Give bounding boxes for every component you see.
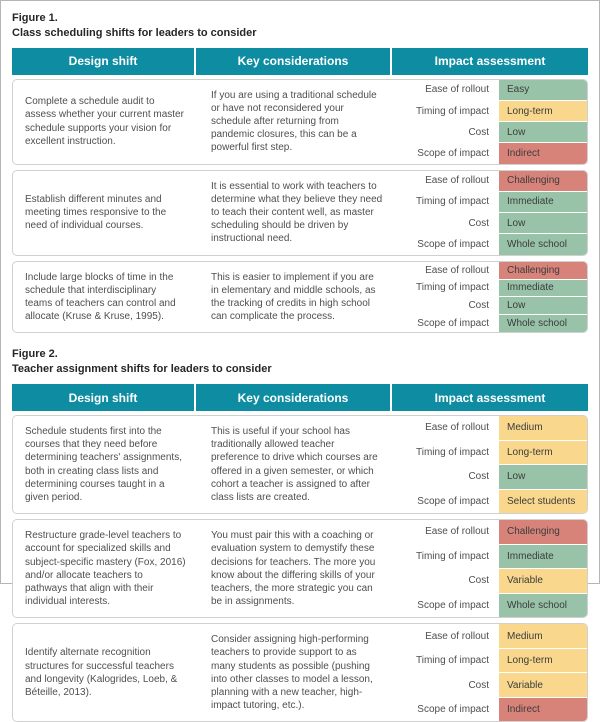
impact-label: Timing of impact [416,196,489,208]
impact-value-badge: Medium [499,416,587,440]
impact-line [393,171,587,191]
impact-line [393,673,587,697]
key-considerations-cell: You must pair this with a coaching or evaluation system to demystify these decisions for teachers. The more you know about the differing skills of your teachers, the more strategic you can be in assignments. [211,530,376,608]
impact-value-badge: Long-term [499,649,587,673]
impact-line [393,698,587,722]
column-header-impact-assessment: Impact assessment [392,384,588,411]
key-considerations-cell: This is useful if your school has traditionally allowed teacher preference to drive which courses are offered in a given semester, or which cohort a teacher is assigned to after class lists are created. [211,426,378,503]
impact-label: Cost [468,575,489,587]
impact-value-badge: Challenging [499,520,587,544]
impact-label: Scope of impact [417,318,489,330]
impact-assessment-cell [393,520,587,617]
impact-value-badge: Long-term [499,101,587,121]
design-shift-cell: Restructure grade-level teachers to account for specialized skills and subject-specific mastery (Fox, 2016) and/or allocate teachers to pathways that align with their individual interests. [25,530,186,608]
impact-value-badge: Indirect [499,143,587,163]
key-considerations-cell: This is easier to implement if you are in elementary and middle schools, as the tracking of credits in high school can complicate the process. [211,271,376,323]
impact-label: Ease of rollout [425,175,489,187]
impact-line [393,520,587,544]
impact-line [393,594,587,618]
impact-value-badge: Low [499,297,587,314]
column-header-key-considerations: Key considerations [196,384,390,411]
impact-line [393,441,587,465]
impact-value-badge: Medium [499,624,587,648]
figure-1 [12,11,588,333]
impact-assessment-cell [393,624,587,721]
impact-line [393,143,587,163]
impact-line [393,122,587,142]
table-row [12,519,588,618]
impact-line [393,649,587,673]
table-row [12,79,588,165]
impact-label: Scope of impact [417,704,489,716]
table-row [12,623,588,722]
impact-value-badge: Low [499,213,587,233]
key-considerations-cell: If you are using a traditional schedule or have not reconsidered your schedule after returning from pandemic closures, this can be a powerful first step. [211,89,377,154]
impact-label: Ease of rollout [425,422,489,434]
impact-value-badge: Low [499,122,587,142]
impact-value-badge: Easy [499,80,587,100]
impact-line [393,262,587,279]
impact-value-badge: Whole school [499,594,587,618]
column-header-key-considerations: Key considerations [196,48,390,75]
impact-label: Timing of impact [416,105,489,117]
impact-value-badge: Variable [499,673,587,697]
figure-2-table-header [12,384,588,411]
table-row [12,170,588,256]
figure-2-table-body [12,415,588,722]
impact-label: Scope of impact [417,148,489,159]
key-considerations-cell: Consider assigning high-performing teachers to provide support to as many students as possible (pushing into other classes to model a lesson, planning with a new teacher, high-impact tutoring, etc.). [211,634,373,712]
impact-line [393,101,587,121]
impact-value-badge: Immediate [499,192,587,212]
impact-line [393,315,587,332]
impact-label: Timing of impact [416,446,489,458]
impact-label: Cost [468,300,489,312]
column-header-design-shift: Design shift [12,384,194,411]
figure-2 [12,347,588,722]
impact-line [393,80,587,100]
impact-value-badge: Long-term [499,441,587,465]
impact-label: Ease of rollout [425,526,489,538]
impact-value-badge: Indirect [499,698,587,722]
figure-2-title: Teacher assignment shifts for leaders to consider [12,363,272,376]
impact-value-badge: Low [499,465,587,489]
impact-line [393,192,587,212]
impact-value-badge: Challenging [499,262,587,279]
figure-1-table-body [12,79,588,334]
figure-1-table-header [12,48,588,75]
impact-assessment-cell [393,416,587,513]
design-shift-cell: Establish different minutes and meeting times responsive to the need of individual courses. [25,193,167,232]
impact-label: Timing of impact [416,282,489,294]
impact-value-badge: Whole school [499,315,587,332]
impact-assessment-cell [393,80,587,164]
impact-line [393,545,587,569]
impact-line [393,569,587,593]
impact-label: Timing of impact [416,655,489,667]
impact-line [393,416,587,440]
figure-1-label: Figure 1. [12,12,58,24]
design-shift-cell: Include large blocks of time in the schedule that interdisciplinary teams of teachers can control and allocate (Kruse & Kruse, 1995). [25,271,176,323]
impact-label: Cost [468,679,489,691]
impact-line [393,624,587,648]
impact-line [393,297,587,314]
impact-assessment-cell [393,262,587,333]
design-shift-cell: Schedule students first into the courses that they need before determining teachers' assignments, both in creating class lists and determining courses taught in a given period. [25,426,182,503]
impact-line [393,213,587,233]
impact-value-badge: Whole school [499,234,587,254]
design-shift-cell: Complete a schedule audit to assess whether your current master schedule supports your vision for excellent instruction. [25,96,184,147]
impact-label: Scope of impact [417,238,489,250]
figure-2-label: Figure 2. [12,348,58,361]
impact-label: Cost [468,217,489,229]
impact-label: Cost [468,471,489,483]
impact-value-badge: Immediate [499,280,587,297]
column-header-design-shift: Design shift [12,48,194,75]
impact-line [393,280,587,297]
column-header-impact-assessment: Impact assessment [392,48,588,75]
impact-label: Ease of rollout [425,84,489,96]
impact-assessment-cell [393,171,587,255]
impact-label: Timing of impact [416,550,489,562]
impact-value-badge: Select students [499,490,587,514]
impact-label: Scope of impact [417,599,489,611]
impact-value-badge: Immediate [499,545,587,569]
table-row [12,261,588,334]
impact-value-badge: Variable [499,569,587,593]
impact-label: Cost [468,126,489,138]
design-shift-cell: Identify alternate recognition structures for successful teachers and longevity (Kalogrides, Loeb, & Béteille, 2013). [25,647,178,698]
impact-value-badge: Challenging [499,171,587,191]
impact-line [393,234,587,254]
impact-label: Scope of impact [417,495,489,507]
impact-label: Ease of rollout [425,630,489,642]
figure-1-title: Class scheduling shifts for leaders to consider [12,26,257,39]
table-row [12,415,588,514]
impact-line [393,490,587,514]
impact-line [393,465,587,489]
impact-label: Ease of rollout [425,264,489,276]
key-considerations-cell: It is essential to work with teachers to determine what they believe they need to teach their content well, as master scheduling should be driven by instructional need. [211,180,383,245]
